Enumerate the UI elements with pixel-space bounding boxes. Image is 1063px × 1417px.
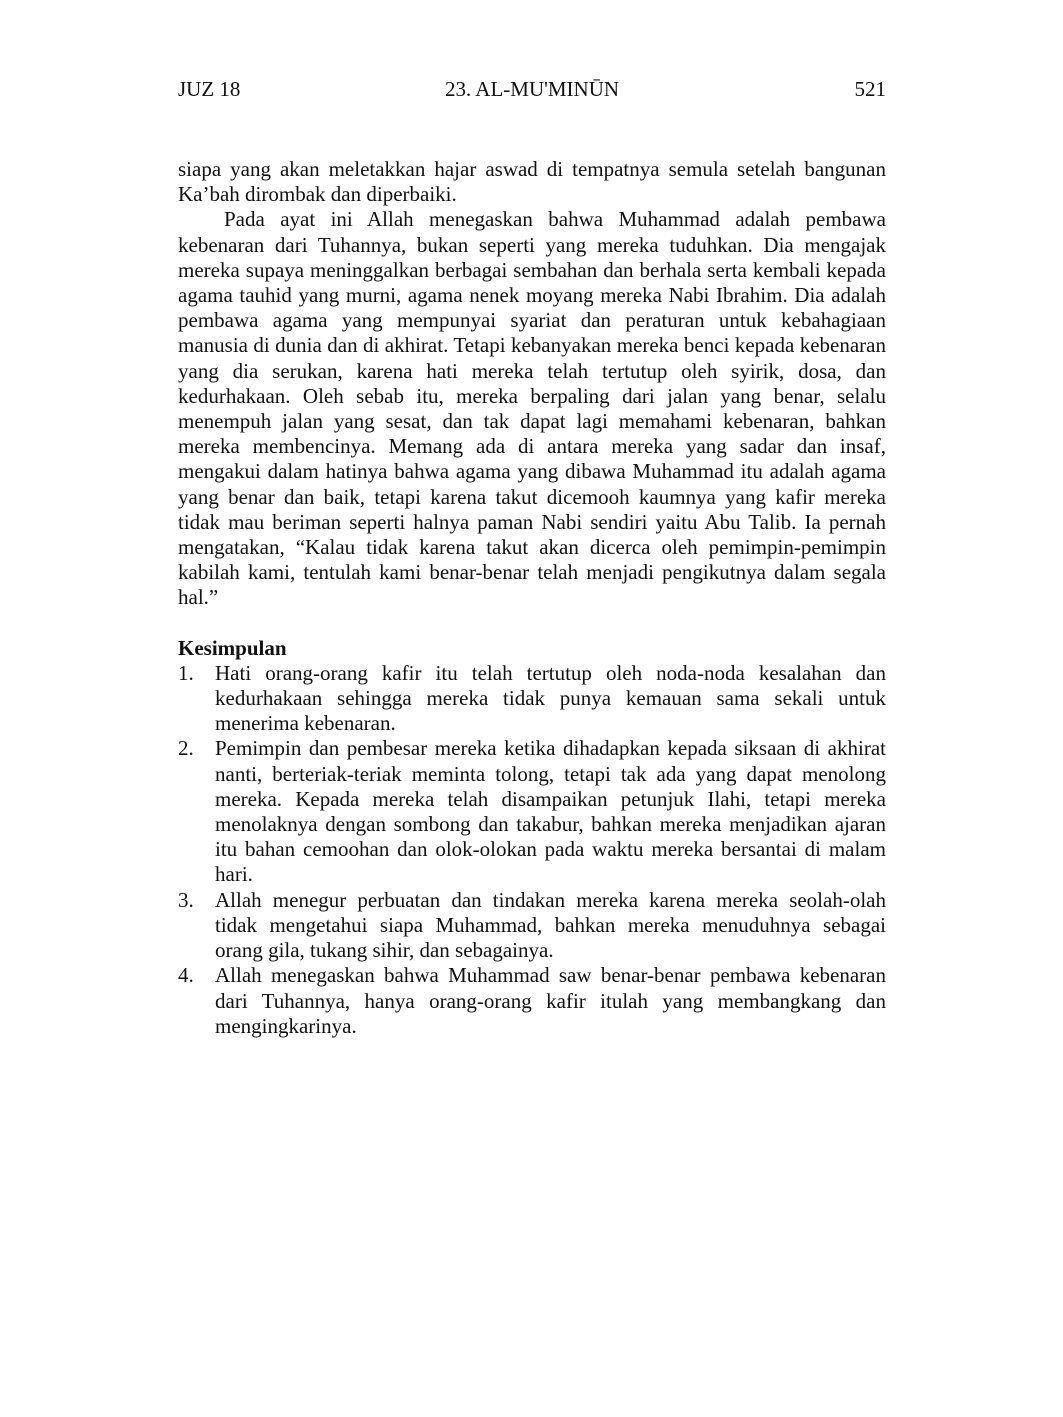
conclusion-list <box>178 661 886 1039</box>
paragraph-main: Pada ayat ini Allah menegaskan bahwa Muhammad adalah pembawa kebenaran dari Tuhannya, bukan seperti yang mereka tuduhkan. Dia mengajak mereka supaya meninggalkan berbagai sembahan dan berhala serta kembali kepada agama tauhid yang murni, agama nenek moyang mereka Nabi Ibrahim. Dia adalah pembawa agama yang mempunyai syariat dan peraturan untuk kebahagiaan manusia di dunia dan di akhirat. Tetapi kebanyakan mereka benci kepada kebenaran yang dia serukan, karena hati mereka telah tertutup oleh syirik, dosa, dan kedurhakaan. Oleh sebab itu, mereka berpaling dari jalan yang benar, selalu menempuh jalan yang sesat, dan tak dapat lagi memahami kebenaran, bahkan mereka membencinya. Memang ada di antara mereka yang sadar dan insaf, mengakui dalam hatinya bahwa agama yang dibawa Muhammad itu adalah agama yang benar dan baik, tetapi karena takut dicemooh kaumnya yang kafir mereka tidak mau beriman seperti halnya paman Nabi sendiri yaitu Abu Talib. Ia pernah mengatakan, “Kalau tidak karena takut akan dicerca oleh pemimpin-pemimpin kabilah kami, tentulah kami benar-benar telah menjadi pengikutnya dalam segala hal.” <box>178 207 886 610</box>
page-header <box>178 74 886 106</box>
list-item-text: Pemimpin dan pembesar mereka ketika dihadapkan kepada siksaan di akhirat nanti, berteriak-teriak meminta tolong, tetapi tak ada yang dapat menolong mereka. Kepada mereka telah disampaikan petunjuk Ilahi, tetapi mereka menolaknya dengan sombong dan takabur, bahkan mereka menjadikan ajaran itu bahan cemoohan dan olok-olokan pada waktu mereka bersantai di malam hari. <box>215 736 886 887</box>
list-item-number: 3. <box>178 887 194 912</box>
conclusion-heading: Kesimpulan <box>178 635 287 660</box>
juz-label: JUZ 18 <box>178 77 241 101</box>
list-item-number: 4. <box>178 963 194 988</box>
page-number: 521 <box>854 77 886 101</box>
paragraph-continuation: siapa yang akan meletakkan hajar aswad di tempatnya semula setelah bangunan Ka’bah dirombak dan diperbaiki. <box>178 157 886 207</box>
list-item <box>178 661 886 737</box>
list-item-text: Hati orang-orang kafir itu telah tertutup oleh noda-noda kesalahan dan kedurhakaan sehingga mereka tidak punya kemauan sama sekali untuk menerima kebenaran. <box>215 660 886 736</box>
list-item-text: Allah menegaskan bahwa Muhammad saw benar-benar pembawa kebenaran dari Tuhannya, hanya orang-orang kafir itulah yang membangkang dan mengingkarinya. <box>215 963 886 1038</box>
page-content <box>178 157 886 1039</box>
list-item-text: Allah menegur perbuatan dan tindakan mereka karena mereka seolah-olah tidak mengetahui siapa Muhammad, bahkan mereka menuduhnya sebagai orang gila, tukang sihir, dan sebagainya. <box>215 887 886 963</box>
list-item <box>178 888 886 964</box>
list-item <box>178 736 886 887</box>
list-item-number: 2. <box>178 736 194 761</box>
list-item-number: 1. <box>178 660 194 685</box>
list-item <box>178 963 886 1039</box>
surah-title: 23. AL-MU'MINŪN <box>444 77 620 101</box>
